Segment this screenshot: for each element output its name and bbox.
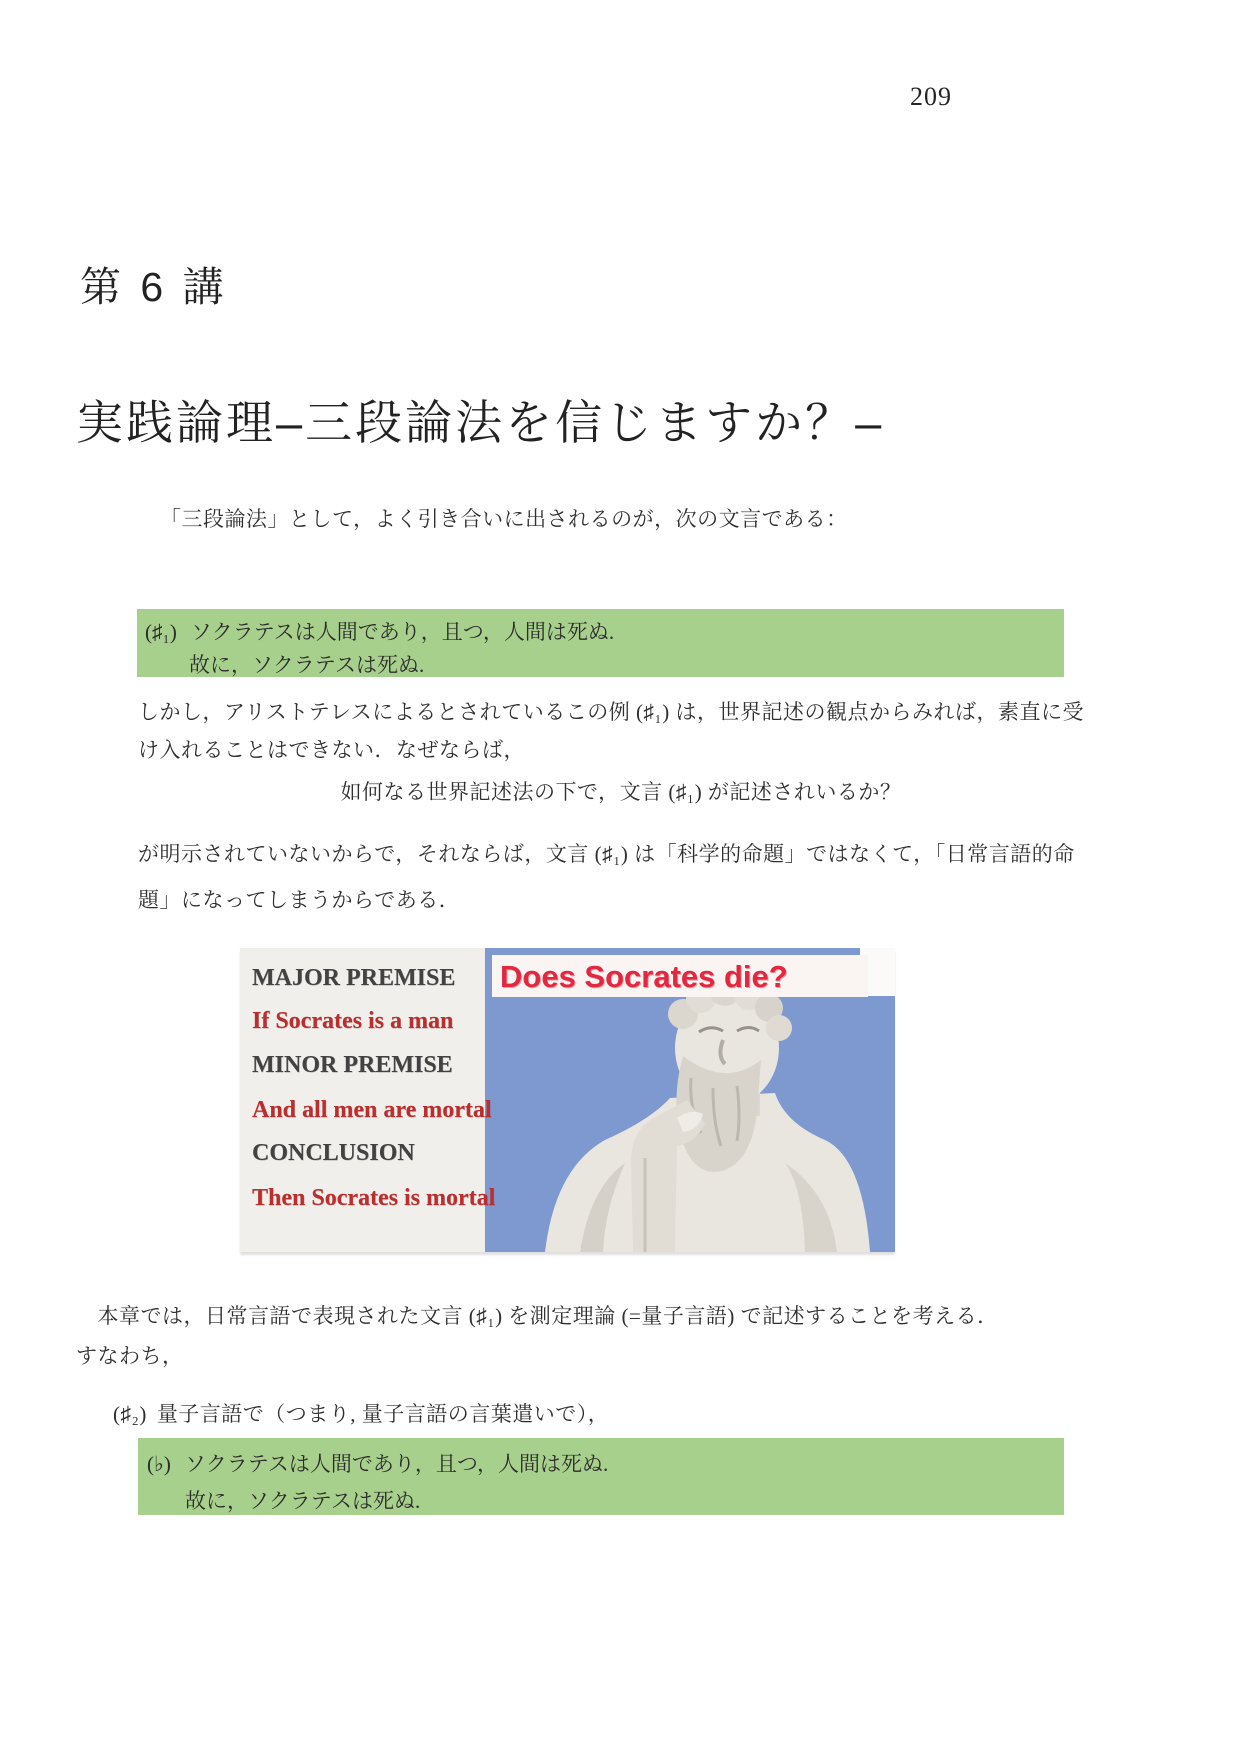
- flat-line1-text: ソクラテスは人間であり，且つ，人間は死ぬ.: [184, 1452, 609, 1476]
- flat-line1: [147, 1448, 608, 1478]
- page-number: 209: [910, 82, 952, 111]
- main-paragraph-line2: すなわち，: [76, 1344, 184, 1368]
- conclusion-text: Then Socrates is mortal: [252, 1185, 496, 1211]
- minor-premise-text: And all men are mortal: [252, 1097, 492, 1123]
- figure-caption-band: [492, 955, 868, 997]
- minor-premise-label: MINOR PREMISE: [252, 1052, 453, 1078]
- intro-lead: 「三段論法」として，よく引き合いに出されるのが，次の文言である：: [160, 507, 848, 531]
- chapter-heading: 第 6 講: [80, 264, 228, 310]
- sharp1-line1: [145, 616, 614, 646]
- flat-line2: 故に，ソクラテスは死ぬ.: [185, 1489, 421, 1513]
- sharp2-text: 量子言語で（つまり, 量子言語の言葉遣いで），: [156, 1402, 610, 1426]
- sharp1-label: (♯₁): [145, 620, 177, 644]
- flat-label: (♭): [147, 1452, 171, 1476]
- major-premise-label: MAJOR PREMISE: [252, 965, 456, 991]
- explain-paragraph-line1: が明示されていないからで，それならば，文言 (♯₁) は「科学的命題」ではなくて，「日常言語的命: [138, 842, 1075, 866]
- sharp1-line1-text: ソクラテスは人間であり，且つ，人間は死ぬ.: [190, 620, 615, 644]
- paragraph-after-box1-line2: け入れることはできない．なぜならば，: [138, 738, 525, 762]
- sharp2-label: (♯₂): [113, 1402, 147, 1426]
- page-title: 実践論理–三段論法を信じますか？–: [76, 396, 885, 449]
- main-paragraph-line1: 本章では，日常言語で表現された文言 (♯₁) を測定理論 (=量子言語) で記述することを考える．: [76, 1304, 999, 1328]
- centered-question: 如何なる世界記述法の下で，文言 (♯₁) が記述されいるか？: [340, 780, 902, 804]
- highlight-box-sharp1: [137, 609, 1064, 677]
- figure-caption-question: Does Socrates die?: [500, 959, 788, 994]
- socrates-syllogism-figure: [240, 948, 895, 1252]
- explain-paragraph-line2: 題」になってしまうからである．: [138, 888, 461, 912]
- conclusion-label: CONCLUSION: [252, 1140, 415, 1166]
- highlight-box-flat: [138, 1438, 1064, 1515]
- major-premise-text: If Socrates is a man: [252, 1008, 454, 1034]
- sharp1-line2: 故に，ソクラテスは死ぬ.: [189, 653, 425, 677]
- sharp2-item: [113, 1398, 609, 1428]
- paragraph-after-box1-line1: しかし，アリストテレスによるとされているこの例 (♯₁) は，世界記述の観点からみれば，素直に受: [138, 700, 1084, 724]
